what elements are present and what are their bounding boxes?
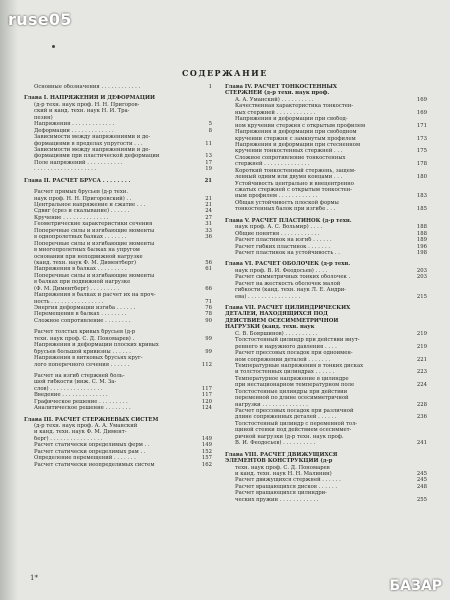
toc-entry-text: кручении тонкостенных стержней . . . (235, 148, 343, 155)
toc-entry-text: и канд. техн. наук Н. Н. Малинин) (235, 470, 332, 477)
toc-page-number: 90 (205, 317, 212, 324)
toc-entry-text: Сдвиг (срез и скалывание) . . . . . . (34, 208, 130, 215)
toc-entry-text: наук проф. Н. Н. Пригоровский) . . (34, 195, 132, 202)
toc-entry (24, 362, 212, 368)
toc-entry-text: (д-р техн. наук проф. А. А. Уманский (34, 423, 138, 429)
toc-page-number: 56 (205, 259, 212, 266)
toc-entry-text: Глава VI. РАСЧЕТ ОБОЛОЧЕК (д-р техн. (225, 261, 351, 268)
toc-page-number: 188 (416, 230, 427, 237)
toc-page-number: 61 (205, 266, 212, 273)
toc-entry-text: Напряжения и деформации плоских кривых (34, 342, 159, 349)
toc-entry-text: слов) . . . . . . . . . . . . . . . . (34, 385, 103, 392)
toc-entry-text: Температурные напряжения в тонких дисках (235, 362, 364, 369)
toc-page-number: 21 (205, 202, 212, 208)
toc-page-number: 24 (205, 208, 212, 215)
toc-page-number: 157 (201, 455, 212, 462)
toc-page-number: 27 (205, 214, 212, 221)
toc-entry-text: Расчет движущихся стержней . . . . . . (235, 477, 341, 484)
toc-entry-text: при нестационарном температурном поле (235, 382, 355, 389)
toc-entry-text: ричной нагрузки (д-р техн. наук проф. (235, 433, 344, 440)
toc-entry-text: Расчет вращающихся дисков . . . . . . (235, 483, 338, 490)
toc-page-number: 21 (205, 195, 212, 202)
toc-entry-text: Расчет статически определимых ферм . . (34, 442, 150, 449)
toc-page-number: 169 (416, 109, 427, 116)
page-title: СОДЕРЖАНИЕ (182, 68, 268, 78)
toc-entry-text: стержней . . . . . . . . . . . . . . (235, 161, 310, 168)
toc-entry-text: Аналитическое решение . . . . . . . . (34, 405, 131, 412)
toc-entry-text: Напряжения и деформации при свободном (235, 129, 357, 136)
toc-page-number: 99 (205, 335, 212, 342)
toc-page-number: 17 (205, 159, 212, 166)
toc-entry-text: длине сопряженных деталей . . . . . . (235, 414, 337, 421)
toc-entry-text: щиной стенки под действием осесиммет- (235, 427, 352, 434)
toc-page-number: 149 (201, 442, 212, 449)
toc-entry-text: СТЕРЖНЕЙ (д-р техн. наук проф. (225, 90, 330, 97)
toc-entry-text: наук проф. В. И. Феодосьев) . . . . (235, 267, 328, 274)
toc-entry-text: ческих пружин . . . . . . . . . . . . (235, 496, 319, 503)
toc-entry-text: Общая устойчивость плоской формы (235, 199, 339, 206)
toc-entry-text: Короткий тонкостенный стержень, защем- (235, 167, 356, 174)
toc-entry-text: Глава IV. РАСЧЕТ ТОНКОСТЕННЫХ (225, 84, 337, 90)
toc-page-number: 31 (205, 221, 212, 228)
toc-entry-text: Напряжения и деформации при свобод- (235, 116, 348, 123)
toc-entry-text: Перемещения в балках . . . . . . . . (34, 311, 127, 318)
toc-entry-text: Энергия деформации изгиба . . . . . . (34, 305, 136, 311)
toc-entry-text: Расчет симметричных тонких оболочек . (235, 274, 351, 281)
toc-entry-text: ность . . . . . . . . . . . . . . . . (34, 298, 104, 305)
toc-entry-text: лого поперечного сечения . . . . . . (34, 361, 130, 368)
toc-entry-text: формациями в пределах упругости . . . (34, 140, 143, 147)
toc-entry-text: Температурное напряжение в цилиндре (235, 375, 349, 382)
toc-entry-text: Поперечные силы и изгибающие моменты (34, 272, 155, 279)
toc-entry-text: Поле напряжений . . . . . . . . . . . (34, 159, 123, 166)
toc-entry (24, 462, 212, 468)
toc-page-number: 99 (205, 348, 212, 355)
toc-entry (24, 318, 212, 324)
toc-entry-text: формациями при пластической деформации (34, 153, 160, 160)
toc-entry-text: С. В. Бояршинов) . . . . . . . . . . (235, 330, 318, 337)
toc-entry (225, 250, 427, 256)
toc-entry-text: наук проф. А. С. Вольмир) . . . . (235, 224, 323, 231)
toc-entry (225, 294, 427, 300)
toc-entry-text: Глава I. НАПРЯЖЕНИЯ И ДЕФОРМАЦИИ (24, 95, 155, 102)
toc-entry-text: берг) . . . . . . . . . . . . . . . . (34, 435, 103, 442)
toc-entry (225, 497, 427, 503)
toc-entry-text: Расчет гибких пластинок . . . . . . . (235, 243, 331, 250)
toc-entry-text: Глава VII. РАСЧЕТ ЦИЛИНДРИЧЕСКИХ (225, 305, 351, 311)
toc-page-number: 66 (205, 285, 212, 292)
toc-entry-text: сжатых стержней с открытым тонкостен- (235, 187, 353, 193)
toc-page-number: 152 (201, 448, 212, 455)
toc-page-number: 241 (416, 440, 427, 447)
toc-entry-text: (Ф. М. Диментберг) . . . . . . . . . (34, 285, 120, 292)
toc-page-number: 13 (205, 153, 212, 160)
toc-entry-text: Глава V. РАСЧЕТ ПЛАСТИНОК (д-р техн. (225, 217, 352, 224)
toc-page-number: 11 (205, 140, 212, 147)
toc-entry-text: Глава VIII. РАСЧЕТ ДВИЖУЩИХСЯ (225, 451, 338, 458)
toc-page-number: 185 (416, 206, 427, 213)
toc-entry-text: Геометрические характеристики сечения (34, 221, 153, 228)
watermark-bazar: БАЗАР (389, 578, 442, 594)
toc-entry-text: Основные обозначения . . . . . . . . . . . . (34, 84, 141, 90)
toc-entry-text: ДЕТАЛЕЙ, НАХОДЯЩИХСЯ ПОД (225, 311, 328, 318)
toc-entry-text: Устойчивость центрально и внецентренно (235, 180, 354, 187)
toc-entry-text: Зависимости между напряжениями и де- (34, 134, 151, 141)
toc-entry-text: В. И. Феодосьев) . . . . . . . . . . (235, 440, 316, 447)
toc-entry-text: тонкостенных балок при изгибе . . . (235, 206, 336, 213)
toc-page-number: 245 (416, 470, 427, 477)
toc-page-number: 219 (416, 330, 427, 337)
toc-entry-text: Расчет прямых брусьев (д-р техн. (34, 189, 129, 196)
toc-entry-text: ном сопряжении деталей . . . . . . . (235, 356, 331, 363)
toc-entry (24, 405, 212, 411)
toc-page-number: 188 (416, 224, 427, 231)
toc-entry-text: НАГРУЗКИ (канд. техн. наук (225, 324, 315, 331)
toc-entry-text: Расчет вращающихся цилиндри- (235, 490, 327, 497)
toc-page-number: 219 (416, 343, 427, 350)
toc-entry-text: пезин) (34, 114, 53, 121)
toc-page-number: 149 (201, 435, 212, 442)
toc-entry-text: ленный одним или двумя концами . . . (235, 174, 343, 181)
toc-page-number: 78 (205, 311, 212, 318)
toc-right-column (225, 84, 427, 503)
toc-entry-text: Расчет прессовых посадок при различной (235, 408, 354, 414)
toc-entry-text: (канд. техн. наук Ф. М. Диментберг) (34, 259, 137, 266)
toc-entry-text: ДЕЙСТВИЕМ ОСЕСИММЕТРИЧНОЙ (225, 317, 339, 324)
toc-entry-text: ным профилем . . . . . . . . . . . . (235, 193, 318, 200)
toc-page-number: 189 (416, 237, 427, 244)
toc-page-number: 1 (208, 84, 212, 90)
toc-entry-text: Сложное сопротивление тонкостенных (235, 154, 346, 161)
toc-entry-text: Расчет статически неопределимых систем (34, 461, 155, 468)
toc-entry-text: Расчет толстых кривых брусьев (д-р (34, 329, 136, 336)
toc-entry-text: ных стержней . . . . . . . . . . . . (235, 109, 316, 116)
toc-page-number: 5 (208, 121, 212, 128)
toc-entry-text: Качественная характеристика тонкостен- (235, 103, 354, 110)
toc-entry-text: Общие понятия . . . . . . . . . . . . (235, 230, 320, 237)
toc-entry-text: . . . . . . . . . . . . . . . . . . . (34, 166, 97, 173)
toc-entry-text: Напряжения . . . . . . . . . . . . . (34, 121, 115, 128)
toc-entry (24, 84, 212, 90)
toc-entry-text: Деформации . . . . . . . . . . . . . (34, 127, 114, 134)
toc-entry-text: Напряжения и деформации при стесненном (235, 141, 361, 148)
toc-page-number: 224 (416, 382, 427, 389)
toc-entry-text: Расчет пластинок на устойчивость . . (235, 249, 340, 256)
ink-dot (52, 45, 55, 48)
toc-page-number: 117 (201, 385, 212, 392)
toc-entry-text: Напряжения в балках и расчет их на проч- (34, 292, 156, 299)
toc-entry-text: техн. наук проф. С. Д. Пономарев (235, 464, 330, 471)
toc-entry-text: (д-р техн. наук проф. Н. Н. Пригоров- (34, 101, 140, 108)
toc-page-number: 171 (416, 122, 427, 129)
toc-entry-text: кручении стержня с замкнутым профилем (235, 135, 356, 142)
toc-entry-text: Напряжения в витковых брусьях круг- (34, 355, 143, 362)
toc-entry-text: ский и канд. техн. наук Н. И. Тра- (34, 108, 130, 115)
toc-entry (225, 440, 427, 446)
toc-entry-text: Поперечные силы и изгибающие моменты (34, 240, 155, 247)
toc-entry-text: Глава III. РАСЧЕТ СТЕРЖНЕВЫХ СИСТЕМ (24, 416, 159, 423)
toc-page-number: 117 (201, 392, 212, 399)
toc-page-number: 33 (205, 227, 212, 234)
toc-page-number: 162 (201, 461, 212, 468)
toc-entry-text: в однопролетных балках . . . . . . . (34, 234, 127, 241)
toc-entry-text: и канд. техн. наук Ф. М. Димент- (34, 429, 127, 436)
toc-entry-text: гибкости (канд. техн. наук Л. Е. Андри- (235, 287, 347, 294)
toc-page-number: 196 (416, 243, 427, 250)
toc-entry-text: реннего и наружного давления . . . . (235, 343, 337, 350)
toc-page-number: 215 (416, 293, 427, 300)
toc-page-number: 124 (201, 405, 212, 412)
toc-entry-text: нагрузки . . . . . . . . . . . . . . (235, 401, 308, 408)
toc-entry-text: Расчет прессовых посадок при одноимен- (235, 350, 353, 357)
toc-entry-text: Центральное напряжение и сжатие . . . (34, 202, 146, 208)
toc-page-number: 71 (205, 298, 212, 305)
toc-entry-text: ЭЛЕМЕНТОВ КОНСТРУКЦИЙ (д-р (225, 458, 333, 465)
toc-entry-text: Расчет пластинок на изгиб . . . . . . (235, 237, 332, 244)
toc-entry-text: Графическое решение . . . . . . . . . (34, 398, 128, 405)
toc-entry-text: шой гибкости (инж. С. М. За- (34, 379, 117, 386)
toc-page-number: 21 (204, 177, 212, 184)
toc-page-number: 169 (416, 96, 427, 103)
toc-entry-text: в балках при подвижной нагрузке (34, 279, 131, 286)
toc-entry-text: А. А. Уманский) . . . . . . . . . . (235, 96, 314, 103)
toc-entry-text: брусьев большой кривизны . . . . . . (34, 348, 131, 355)
toc-page-number: 198 (416, 249, 427, 256)
toc-entry (24, 166, 212, 172)
toc-chapter-heading (24, 178, 212, 184)
toc-page-number: 173 (416, 135, 427, 142)
toc-page-number: 180 (416, 174, 427, 181)
toc-page-number: 8 (208, 127, 212, 134)
toc-page-number: 76 (205, 305, 212, 311)
toc-page-number: 236 (416, 414, 427, 421)
toc-entry-text: Толстостенные цилиндры при действии (235, 388, 348, 395)
toc-entry-text: Поперечные силы и изгибающие моменты (34, 227, 155, 234)
toc-page-number: 223 (416, 369, 427, 376)
toc-entry-text: техн. наук проф. С. Д. Пономарев) . (34, 335, 135, 342)
toc-page-number: 175 (416, 148, 427, 155)
toc-left-column (24, 84, 212, 468)
toc-entry-text: Расчет на жесткость оболочек малой (235, 280, 341, 287)
toc-page-number: 183 (416, 193, 427, 200)
toc-page-number: 36 (205, 234, 212, 241)
toc-entry-text: Толстостенный цилиндр с переменной тол- (235, 420, 358, 427)
toc-entry-text: Определение перемещений . . . . . . . (34, 455, 136, 462)
toc-page-number: 228 (416, 401, 427, 408)
page-fold-shadow (0, 0, 18, 600)
toc-entry-text: ном кручении стержня с открытым профилем (235, 122, 366, 129)
toc-page-number: 255 (416, 496, 427, 503)
toc-page-number: 248 (416, 483, 427, 490)
toc-entry-text: Расчет статически определимых рам . . (34, 448, 146, 455)
toc-entry-text: Введение . . . . . . . . . . . . . . (34, 392, 108, 399)
toc-entry-text: Кручение . . . . . . . . . . . . . . (34, 214, 109, 221)
watermark-logo: ruse05 (8, 10, 72, 29)
toc-entry-text: Толстостенный цилиндр при действии внут- (235, 337, 360, 344)
toc-page-number: 203 (416, 274, 427, 281)
toc-entry-text: ева) . . . . . . . . . . . . . . . . (235, 293, 301, 300)
page-number: 1* (30, 574, 38, 582)
toc-page-number: 120 (201, 398, 212, 405)
toc-page-number: 245 (416, 477, 427, 484)
toc-entry-text: Глава II. РАСЧЕТ БРУСА . . . . . . . . (24, 177, 131, 184)
toc-page-number: 203 (416, 267, 427, 274)
toc-page-number: 19 (205, 166, 212, 173)
toc-page-number: 112 (201, 361, 212, 368)
toc-entry-text: Напряжения в балках . . . . . . . . . (34, 266, 127, 273)
toc-entry-text: Расчет на изгиб стержней боль- (34, 372, 125, 379)
toc-page-number: 178 (416, 161, 427, 168)
toc-entry-text: основании при неподвижной нагрузке (34, 253, 143, 260)
toc-entry (225, 206, 427, 212)
toc-entry-text: Сложное сопротивление . . . . . . . . (34, 317, 131, 324)
toc-entry-text: переменной по длине осесимметричной (235, 395, 349, 402)
toc-entry-text: Зависимости между напряжениями и де- (34, 146, 151, 153)
toc-entry-text: и толстостенных цилиндрах . . . . . . (235, 369, 335, 376)
toc-page-number: 221 (416, 356, 427, 363)
toc-entry-text: в многопролетных балках на упругом (34, 247, 140, 254)
